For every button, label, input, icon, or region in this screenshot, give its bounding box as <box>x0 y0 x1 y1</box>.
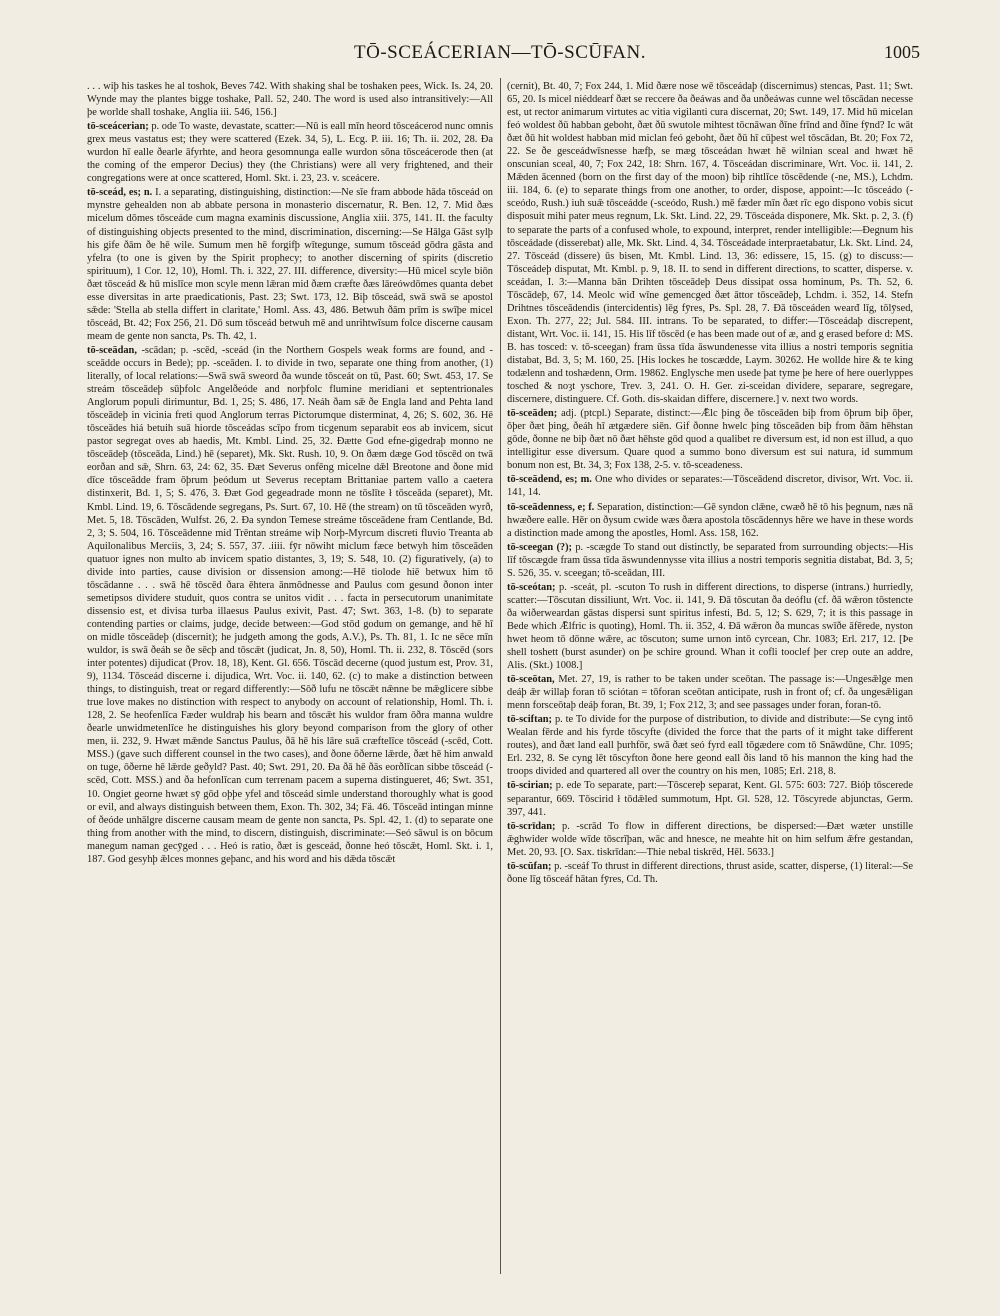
right-column <box>507 80 913 887</box>
page-number: 1005 <box>884 42 920 62</box>
dictionary-entry <box>507 673 913 712</box>
dictionary-entry <box>507 541 913 580</box>
dictionary-entry <box>507 779 913 818</box>
entry-headword: tō-sceegan (?); <box>507 541 573 553</box>
entry-definition: Met. 27, 19, is rather to be taken under sceōtan. The passage is:—Ungesǣlge men deáþ ǣr willaþ foran tō sciótan = tōforan sceōtan anticipate, rush in front of; cf. ða ungesǣligan menn forsceōtaþ deáþ foran, Bt. 39, 1; Fox 212, 3; and see passages under foran, foran-tō. <box>507 674 913 712</box>
column-divider <box>500 78 501 1274</box>
dictionary-entry <box>507 713 913 778</box>
entry-headword: tō-sceādenness, e; f. <box>507 501 595 513</box>
left-column <box>87 80 493 867</box>
entry-headword: tō-scrīdan; <box>507 820 556 832</box>
dictionary-entry <box>507 473 913 499</box>
entry-headword: tō-sceāden; <box>507 408 558 420</box>
entry-definition: adj. (ptcpl.) Separate, distinct:—Ǣlc þing ðe tōsceāden biþ from ōþrum biþ ōþer, ōþer ðæt þing, ðeáh hī ætgædere siēn. Gif ðonne hwelc þing tōsceāden biþ from ðām hēhstan gōde, ðonne ne biþ ðæt nō ðæt hēhste gōd quod a qualibet re diversum est, id non est illud, a quo intelligitur esse diversum. Quare quod a summo bono diversum est sui natura, id summum bonum non est, Bt. 34, 3; Fox 138, 2-5. v. tō-sceadeness. <box>507 408 913 472</box>
dictionary-entry <box>507 581 913 672</box>
entry-definition: p. -sceát, pl. -scuton To rush in different directions, to disperse (intrans.) hurriedly, scatter:—Tōscutan dissiliunt, Wrt. Voc. ii. 141, 9. Ðā tōscutan ða deóflu (cf. ðā wǣron tōstencte ða wiðerweardan gāstas dispersi sunt spiritus infesti, Bd. 5, 12; S. 629, 7; it is this passage in Bede which Ǣlfric is quoting), Homl. Th. ii. 352, 4. Ðā wǣron ða muncas swīðe āfērede, nyston hwet heom tō dōnne wǣre, ac tōscuton; sume urnon intō cyrcean, Chr. 1083; Erl. 217, 12. [Þe shell toshett (burst asunder) on þe schire ground. Whan it cofli tooclef þer crep oute an addre, Alis. (Skt.) 1008.] <box>507 581 913 672</box>
running-header <box>0 42 1000 72</box>
dictionary-entry <box>507 80 913 406</box>
dictionary-entry <box>87 344 493 866</box>
entry-headword: tō-sceád, es; n. <box>87 187 153 199</box>
entry-headword: tō-sceácerian; <box>87 121 149 133</box>
running-title: TŌ-SCEÁCERIAN—TŌ-SCŪFAN. <box>354 42 646 63</box>
entry-headword: tō-sceādend, es; m. <box>507 474 592 486</box>
entry-definition: p. -scægde To stand out distinctly, be separated from surrounding objects:—His līf tōscægde fram ūssa tīda āswundennysse vita illius a nostri temporis segnitia distabat, Bd. 3, 5; S. 526, 35. v. sceegan; tō-sceādan, III. <box>507 541 913 579</box>
entry-definition: p. -scrād To flow in different directions, be dispersed:—Ðæt wæter unstille ǣghwider wolde wīde tōscrīþan, wāc and hnesce, ne meahte hit on him selfum ǣfre gestandan, Met. 20, 93. [O. Sax. tiskrīdan:—Thie nebal tiskrēd, Hēl. 5633.] <box>507 820 913 858</box>
entry-headword: tō-scirian; <box>507 780 553 792</box>
dictionary-entry <box>87 186 493 343</box>
dictionary-entry <box>507 860 913 886</box>
dictionary-entry <box>507 407 913 472</box>
entry-definition: -scādan; p. -scēd, -sceád (in the Northern Gospels weak forms are found, and -sceādde occurs in Bede); pp. -sceāden. I. to divide in two, separate one thing from another, (1) literally, of local relations:—Swā swā sweord ða wunde tōsceát on tū, Past. 60; Swt. 453, 17. Se streám tōsceādeþ sūþfolc Angelðeóde and norþfolc flumine meridiani et septentrionales Anglorum populi dirimuntur, Bd. 1, 25; S. 486, 17. Neáh ðam sǣ ðe Engla land and Pehta land tōsceādeþ in vicinia freti quod Anglorum terras Pictorumque disterminat, 4, 26; S. 602, 36. Hē tōsceādes hiá betuih suā hiorde tōsceádas scīpo from ticgenum separabit eos ab invicem, sicut pastor segregat oves ab haedis, Mt. Kmbl. Lind. 25, 32. Ðætte God efne-gigedraþ monno ne tōsceādeþ (tōsceāda, Lind.) hē (separet), Mk. Skt. Rush. 10, 9. On ðæm dæge God tōscēd on twā eorðan and sǣ, Shrn. 63, 24: 62, 35. Ðæt Severus onfēng micelne dǣl Breotone and ðone mid dīce tōsceādde fram ōþrum þeódum ut Severus receptam Brittaniae partem vallo a caetera distinxerit, Bd. 1, 5; S. 476, 3. Ðæt God gegeadrade monn ne tōslīte ł tōsceāda (separet), Mt. Kmbl. Lind. 19, 6. Tōscādende segregans, Ps. Surt. 67, 10. Hē (the stream) on tū tōsceāden wyrð, Met. 5, 18. Tōscāden, Wulfst. 26, 2. Ða syndon Temese streáme tōsceādene fram Centlande, Bd. 2, 3; S. 504, 16. Tōsceādenne mid Trēntan streáme wiþ Norþ-Myrcum discreti fluvio Treanta ab Aquilonalibus Merciis, 3, 24; S. 557, 37. .iiii. fȳr nōwiht miclum fæce betwyh him tōsceāden quatuor ignes non multo ab invicem spatio distantes, 3, 19; S. 548, 10. (2) figuratively, (a) to divide into parties, cause division or dissension among:—Hē tiolode hiē betwux him tō tōscādanne . . . swā hē tōscēd ðara ēhtera ānmōdnesse and Paulus com gesund ðonon inter semetipsos dividere studuit, quos contra se unitos vidit . . . facta in persecutorum unanimitate dissensio est, et divisa turba illaesus Paulus exivit, Past. 47; Swt. 363, 1-8. (b) to separate contending parties or claims, judge, decide between:—God stōd godum on gemange, and hē hī on midle tōsceādeþ (discernit); he judgeth among the gods, A.V.), Ps. Th. 81, 1. Ic ne sēce mīn wuldor, is swā ðeáh se ðe sēcþ and tōscǣt (judicat, Jn. 8, 50), Homl. Th. ii. 232, 8. Tōscēd (sors inter potentes) dijudicat (Prov. 18, 18), Kent. Gl. 656. Tōscād decerne (quod justum est, Prov. 31, 9), 1134. Tōsceád discerne i. dijudica, Wrt. Voc. ii. 140, 62. (c) to make a distinction between things, to distinguish, treat or regard differently:—Sōð lufu ne tōscǣt nǣnne be mǣglicere sibbe true love makes no distinction with respect to anybody on account of relationship, Homl. Th. i. 128, 2. Se heofenlīca Fæder wuldraþ his bearn and tōscǣt his wuldor fram ōðra manna wuldre ðearle unwidmetenlīce he distinguishes his glory beyond comparison from the glory of other men, ii. 232, 9. Hwæt mǣnde Sanctus Paulus, ðā hē his lāre suā cræftelīce tōsceád (-scēd, Cott. MSS.) (gave such different counsel in the two cases), and ðone ōðerne lǣrde, ðæt hē him anwald on tuge, ōðerne hē lǣrde geðyld? Past. 40; Swt. 291, 20. Ða ðā hē ðās eorðlīcan sibbe tōsceád (-scēd, Cott. MSS.) and ða hefonlīcan cum terrenam pacem a superna distingueret, 46; Swt. 351, 10. Ongiet georne hwæt sȳ gōd oþþe yfel and tōsceád simle understand thoroughly what is good or evil, and always distinguish between them, Exon. Th. 302, 34; Fä. 46. Tōsceād intingan minne of ðeóde unhālgre discerne causam meam de gente non sancta, Ps. Spl. 42, 1. (d) to separate one thing from another with the mind, to discern, distinguish, discriminate:—Seó sāwul is on bōcum manegum naman gecȳged . . . Heó is ratio, ðæt is gesceád, ðonne heó tōscǣt, Homl. Skt. i. 1, 187. God gesyhþ ǣlces monnes geþanc, and his word and his dǣda tōscǣt <box>87 344 493 865</box>
entry-definition: p. -sceáf To thrust in different directions, thrust aside, scatter, disperse, (1) literal:—Se ðone līg tōsceáf hātan fȳres, Cd. Th. <box>507 860 913 885</box>
entry-definition: . . . wiþ his taskes he al toshok, Beves 742. With shaking shal be toshaken pees, Wick. Is. 24, 20. Wynde may the plantes bigge toshake, Pall. 52, 240. The word is used also intransitively:—All þe worlde shall toshake, Anglia iii. 546, 156.] <box>87 81 493 119</box>
entry-headword: tō-sceótan; <box>507 581 556 593</box>
dictionary-entry <box>507 501 913 540</box>
dictionary-entry <box>87 80 493 119</box>
entry-definition: I. a separating, distinguishing, distinction:—Ne sīe fram abbode hāda tōsceád on mynstre gehealden non ab abbate persona in monasterio discernatur, R. Ben. 12, 7. Mid ðæs micelum dōmes tōsceáde cum magna examinis discussione, Anglia xiii. 375, 141. II. the faculty of distinguishing objects presented to the mind, discrimination, discerning:—Se Hālga Gāst sylþ his gife ðām ðe hē wile. Sumum men hē forgifþ wītegunge, sumum tōsceád gōdra gāsta and yfelra (to one is given by the Spirit prophecy; to another discerning of spirits (discretio spirituum), 1 Cor. 12, 10), Homl. Th. i. 322, 27. III. difference, diversity:—Hū micel scyle biōn ðæt tōsceád & hū mislīce mon scyle menn lǣran mid ðæm cræfte ðæs lāreówdōmes quanta debet esse diversitas in arte praedicationis, Past. 23; Swt. 173, 12. Biþ tōsceád, swā swā se apostol sǣde: 'Stella ab stella differt in claritate,' Homl. Ass. 43, 486. Betwuh ðām prīm is swīþe micel tōsceád, Bt. 42; Fox 256, 21. Dō sum tōsceád betwuh mē and unrihtwīsum folce discerne causam meam de gente non sancta, Ps. Th. 42, 1. <box>87 187 493 342</box>
entry-definition: Separation, distinction:—Gē syndon clǣne, cwæð hē tō his þegnum, næs nā hwæðere ealle. Hēr on ðysum cwide wæs ðæra apostola tōscādennys hēre we have in these words a distinction made among the apostles, Homl. Ass. 158, 162. <box>507 501 913 539</box>
entry-definition: p. ode To waste, devastate, scatter:—Nū is eall mīn heord tōsceácerod nunc omnis grex meus vastatus est; they were scattered (Ezek. 34, 5), L. Ecg. P. iii. 16; Th. ii. 202, 28. Ða wurdon hī ealle ðearle āfyrhte, and heora gesomnunga ealle wurdon sōna tōsceácerode then (at the coming of the emperor Decius) they (the Christians) were all very frightened, and their congregations were at once scattered, Homl. Skt. i. 23, 23. v. sceácere. <box>87 121 493 185</box>
entry-definition: One who divides or separates:—Tōsceādend discretor, divisor, Wrt. Voc. ii. 141, 14. <box>507 474 913 499</box>
entry-definition: (cernit), Bt. 40, 7; Fox 244, 1. Mid ðære nose wē tōsceádaþ (discernimus) stencas, Past. 11; Swt. 65, 20. Is micel niéddearf ðæt se reccere ða ðeáwas and ða unðeáwas cunne wel tōscādan necesse est, ut rector animarum virtutes ac vitia vigilanti cura discernat, 20; Swt. 149, 17. Mid hū micelan feó woldest ðū habban geboht, ðæt ðū swutole mihtest tōcnāwan ðīne frīnd and ðīne fȳnd? Ic wāt ðæt ðū hit woldest habban mid miclan feó geboht, ðæt ðū hī cūþest wel tōscādan, Bt. 20; Fox 72, 22. Se ðe gesceádwīsnesse hæfþ, se mæg tōsceádan hwæt hē wilnian sceal and hwæt hē onscunian sceal, 40, 7; Fox 242, 18: Shrn. 167, 4. Tōsceádan discriminare, Wrt. Voc. ii. 141, 2. Mǣden ācenned (born on the first day of the moon) biþ rihtlīce tōscēdende (-ne, MS.), Lchdm. iii. 184, 6. (e) to separate things from one another, to order, dispose, appoint:—Ic tōsceádo (-sceódo, Rush.) iuh suǣ tōsceádde (-sceódo, Rush.) mē fæder mīn ðæt rīc ego dispono vobis sicut disposuit mihi pater meus regnum, Lk. Skt. Lind. 22, 29. Tōsceáda disponere, Mk. Skt. p. 2, 3. (f) to separate the parts of a confused whole, to expound, interpret, render intelligible:—Ðegnum his tōsceádade (disserebat) alle, Mk. Skt. Lind. 4, 34. Tōsceádade interpraetabatur, Lk. Skt. Lind. 24, 27. Tōsceád (dissere) ūs bisen, Mt. Kmbl. Lind. 13, 36: edissere, 15, 15. (g) to discuss:—Tōsceádeþ disputat, Mt. Kmbl. p. 9, 18. II. to send in different directions, to scatter, disperse. v. sceádan, I. 3:—Manna bān Drihten tōsceādeþ Deus dissipat ossa hominum, Ps. Th. 52, 6. Tōscādeþ, 67, 14. Meolc wiđ wīne gemencged ðæt āttor tōsceādeþ, Lchdm. i. 352, 14. Stefn Drihtnes tōsceādendis (intercidentis) lēg fȳres, Ps. Spl. 28, 7. Ðā tōsceáden wearđ līg, tōlȳsed, Exon. Th. 277, 22; Jul. 584. III. intrans. To be separated, to differ:—Tōsceádaþ discrepent, distant, Wrt. Voc. ii. 141, 15. His līf tōscēd (e has been made out of æ, and g erased before d: MS. B. has tosced: v. tō-sceegan) fram ūssa tīda āswundenesse vita illius a nostri temporis segnitia distabat, Bd. 3, 5; M. 160, 25. [His lockes he toscædde, Laym. 30262. He wollde hire & te king todælenn and toshædenn, Orm. 19862. Englysche men usede þat tyme þe here of here ouerlyppes tosched & noȝt yschore, Trev. 3, 241. O. H. Ger. zi-sceidan dividere, separare, segregare, discernere, distinguere. Cf. Goth. dis-skaidan differe, discernere.] v. next two words. <box>507 81 913 406</box>
entry-definition: p. te To divide for the purpose of distribution, to divide and distribute:—Se cyng intō Wealan fērde and his fyrde tōscyfte (divided the force that the parts of it might take different routes), and ðæt land eall þurhfōr, swā ðæt seó fyrd eall tōgædere com tō Snāwdūne, Chr. 1095; Erl. 232, 8. Se cyng lēt tōscyfton ðone here geond eall ðis land tō his mannon the king had the troops divided and quartered all over the country on his men, 1085; Erl. 218, 8. <box>507 714 914 778</box>
entry-headword: tō-sciftan; <box>507 714 553 726</box>
entry-definition: p. ede To separate, part:—Tōscereþ separat, Kent. Gl. 575: 603: 727. Bióþ tōscerede separantur, 669. Tōscirid ł tōdǣled summotum, Hpt. Gl. 528, 12. Tōscyrede abjunctas, Germ. 397, 441. <box>507 780 913 818</box>
dictionary-entry <box>507 820 913 859</box>
entry-headword: tō-scūfan; <box>507 860 552 872</box>
entry-headword: tō-sceādan, <box>87 344 137 356</box>
dictionary-entry <box>87 120 493 185</box>
entry-headword: tō-sceōtan, <box>507 674 555 686</box>
